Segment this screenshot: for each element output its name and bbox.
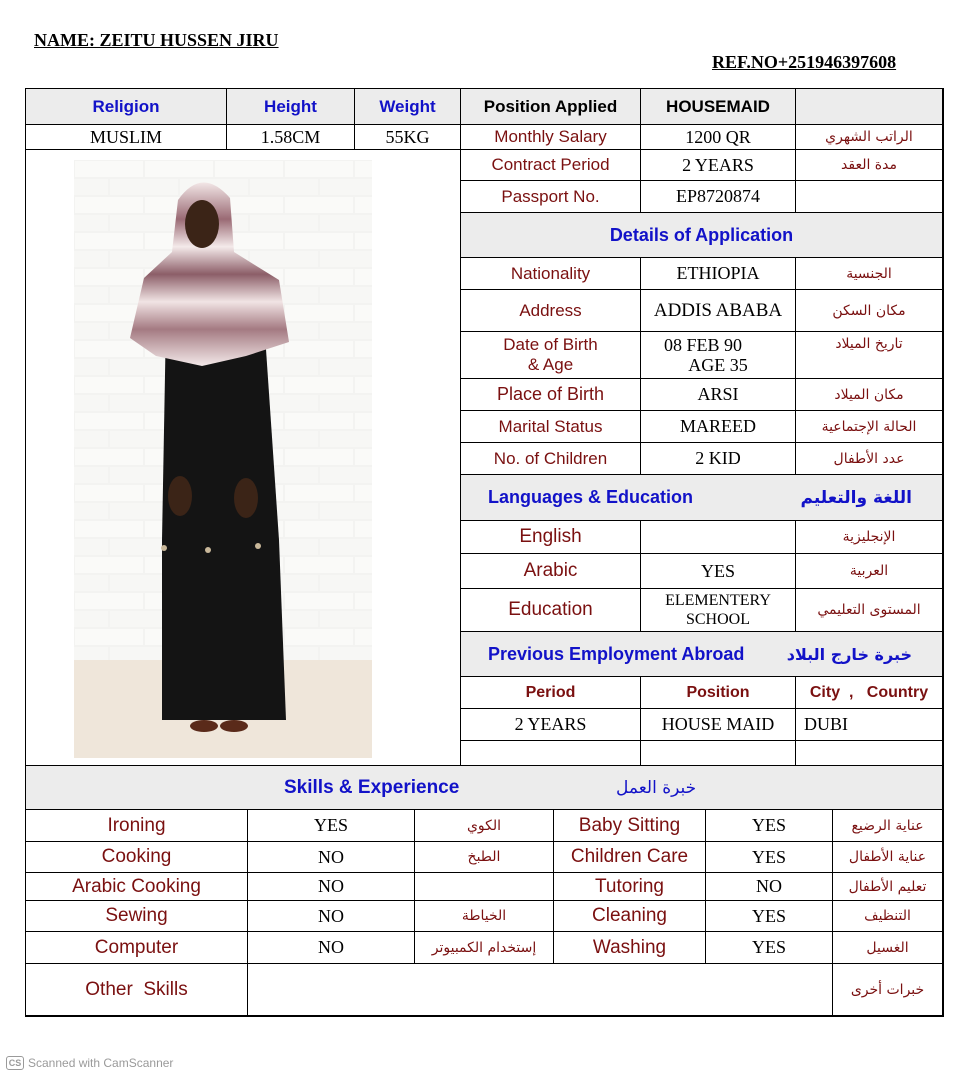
right-skill-value: YES xyxy=(706,901,833,932)
employment-empty-1 xyxy=(461,741,641,766)
passport-value: EP8720874 xyxy=(641,181,796,213)
salary-label: Monthly Salary xyxy=(461,125,641,150)
children-value: 2 KID xyxy=(641,443,796,475)
left-skill-value: NO xyxy=(248,873,415,901)
religion-value: MUSLIM xyxy=(26,125,227,150)
position-header: Position xyxy=(641,677,796,709)
skills-title: Skills & Experience خبرة العمل xyxy=(26,766,943,810)
employment-city: DUBI xyxy=(796,709,943,741)
other-skills-value xyxy=(248,964,833,1016)
employment-empty-3 xyxy=(796,741,943,766)
left-skill-label: Ironing xyxy=(26,810,248,842)
camscanner-logo-icon: CS xyxy=(6,1056,24,1070)
left-skill-arabic: الخياطة xyxy=(415,901,554,932)
right-skill-arabic: عناية الرضيع xyxy=(833,810,943,842)
city-country-header: City , Country xyxy=(796,677,943,709)
marital-status-arabic: الحالة الإجتماعية xyxy=(796,411,943,443)
english-label: English xyxy=(461,521,641,554)
languages-title: Languages & Education اللغة والتعليم xyxy=(461,475,943,521)
address-value: ADDIS ABABA xyxy=(641,290,796,332)
height-header: Height xyxy=(227,89,355,125)
weight-value: 55KG xyxy=(355,125,461,150)
right-skill-label: Baby Sitting xyxy=(554,810,706,842)
left-skill-arabic: إستخدام الكمبيوتر xyxy=(415,932,554,964)
address-arabic: مكان السكن xyxy=(796,290,943,332)
contract-period-arabic: مدة العقد xyxy=(796,150,943,181)
right-skill-arabic: عناية الأطفال xyxy=(833,842,943,873)
right-skill-value: NO xyxy=(706,873,833,901)
education-label: Education xyxy=(461,589,641,632)
right-skill-value: YES xyxy=(706,932,833,964)
left-skill-label: Cooking xyxy=(26,842,248,873)
height-value: 1.58CM xyxy=(227,125,355,150)
position-extra xyxy=(796,89,943,125)
left-skill-value: NO xyxy=(248,932,415,964)
nationality-label: Nationality xyxy=(461,258,641,290)
details-title: Details of Application xyxy=(461,213,943,258)
position-label: Position Applied xyxy=(461,89,641,125)
left-skill-arabic: الطبخ xyxy=(415,842,554,873)
contract-period-value: 2 YEARS xyxy=(641,150,796,181)
left-skill-arabic xyxy=(415,873,554,901)
left-skill-label: Arabic Cooking xyxy=(26,873,248,901)
right-skill-label: Tutoring xyxy=(554,873,706,901)
right-skill-label: Washing xyxy=(554,932,706,964)
dob-label: Date of Birth & Age xyxy=(461,332,641,379)
left-skill-arabic: الكوي xyxy=(415,810,554,842)
arabic-label: Arabic xyxy=(461,554,641,589)
position-value: HOUSEMAID xyxy=(641,89,796,125)
right-skill-arabic: تعليم الأطفال xyxy=(833,873,943,901)
passport-label: Passport No. xyxy=(461,181,641,213)
left-skill-value: NO xyxy=(248,842,415,873)
english-arabic: الإنجليزية xyxy=(796,521,943,554)
left-skill-label: Sewing xyxy=(26,901,248,932)
marital-status-label: Marital Status xyxy=(461,411,641,443)
weight-header: Weight xyxy=(355,89,461,125)
candidate-name: NAME: ZEITU HUSSEN JIRU xyxy=(34,30,279,50)
passport-arabic xyxy=(796,181,943,213)
place-of-birth-label: Place of Birth xyxy=(461,379,641,411)
marital-status-value: MAREED xyxy=(641,411,796,443)
employment-empty-2 xyxy=(641,741,796,766)
english-value xyxy=(641,521,796,554)
salary-value: 1200 QR xyxy=(641,125,796,150)
left-skill-value: NO xyxy=(248,901,415,932)
contract-period-label: Contract Period xyxy=(461,150,641,181)
right-skill-value: YES xyxy=(706,810,833,842)
salary-arabic: الراتب الشهري xyxy=(796,125,943,150)
employment-position: HOUSE MAID xyxy=(641,709,796,741)
camscanner-text: Scanned with CamScanner xyxy=(28,1056,174,1070)
employment-period: 2 YEARS xyxy=(461,709,641,741)
place-of-birth-arabic: مكان الميلاد xyxy=(796,379,943,411)
period-header: Period xyxy=(461,677,641,709)
left-skill-label: Computer xyxy=(26,932,248,964)
camscanner-watermark xyxy=(6,1056,173,1070)
religion-header: Religion xyxy=(26,89,227,125)
right-skill-arabic: الغسيل xyxy=(833,932,943,964)
arabic-value: YES xyxy=(641,554,796,589)
dob-arabic: تاريخ الميلاد xyxy=(796,332,943,379)
dob-value: 08 FEB 90 AGE 35 xyxy=(641,332,796,379)
education-arabic: المستوى التعليمي xyxy=(796,589,943,632)
education-value: ELEMENTERY SCHOOL xyxy=(641,589,796,632)
left-skill-value: YES xyxy=(248,810,415,842)
employment-title: Previous Employment Abroad خبرة خارج البلاد xyxy=(461,632,943,677)
right-skill-label: Cleaning xyxy=(554,901,706,932)
other-skills-arabic: خبرات أخرى xyxy=(833,964,943,1016)
arabic-arabic: العربية xyxy=(796,554,943,589)
place-of-birth-value: ARSI xyxy=(641,379,796,411)
right-skill-value: YES xyxy=(706,842,833,873)
children-label: No. of Children xyxy=(461,443,641,475)
address-label: Address xyxy=(461,290,641,332)
right-skill-label: Children Care xyxy=(554,842,706,873)
nationality-value: ETHIOPIA xyxy=(641,258,796,290)
candidate-photo xyxy=(74,160,372,758)
other-skills-label: Other Skills xyxy=(26,964,248,1016)
right-skill-arabic: التنظيف xyxy=(833,901,943,932)
nationality-arabic: الجنسية xyxy=(796,258,943,290)
children-arabic: عدد الأطفال xyxy=(796,443,943,475)
reference-number: REF.NO+251946397608 xyxy=(712,52,897,72)
